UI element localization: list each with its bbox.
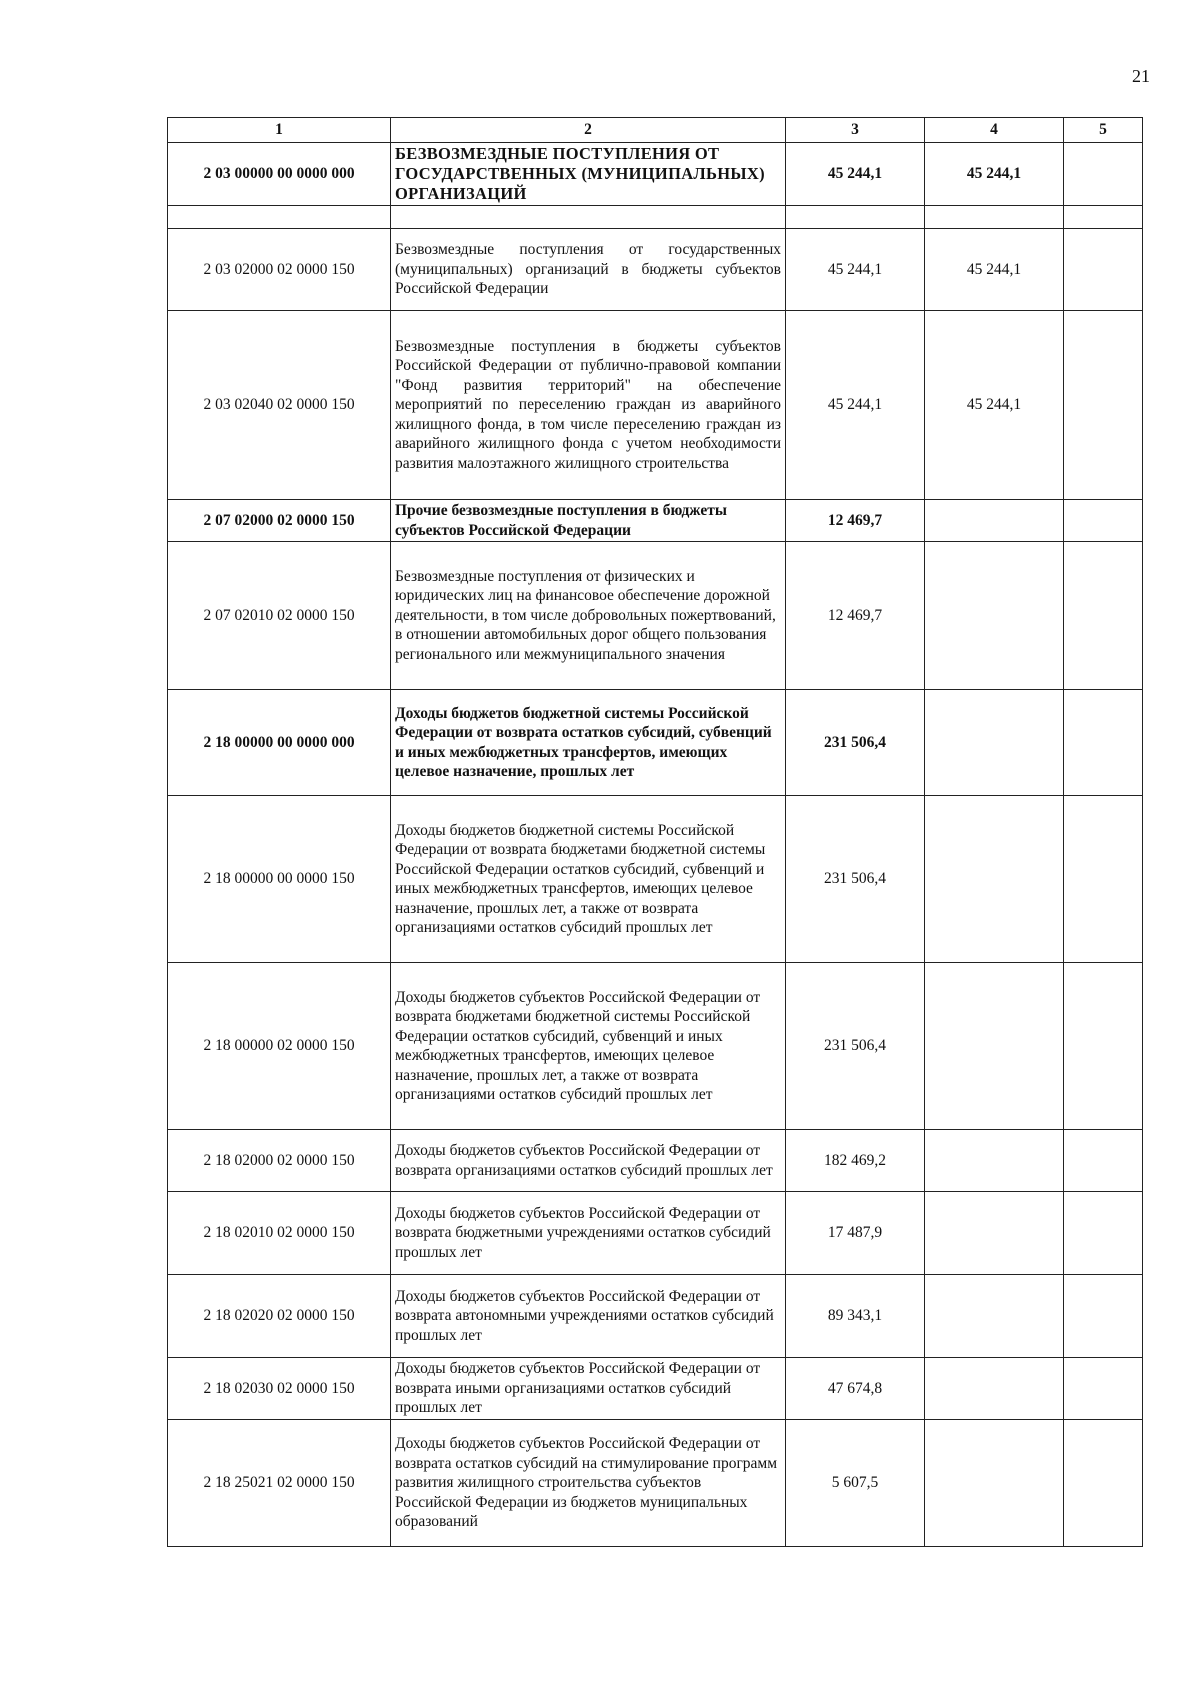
- header-col-5: 5: [1064, 118, 1143, 143]
- code-cell: [168, 206, 391, 229]
- name-cell: Доходы бюджетов субъектов Российской Федерации от возврата автономными учреждениями остатков субсидий прошлых лет: [391, 1275, 786, 1358]
- value-cell-col4: [925, 1420, 1064, 1547]
- value-cell-col4: [925, 963, 1064, 1130]
- code-cell: 2 18 00000 00 0000 000: [168, 690, 391, 796]
- name-cell: Безвозмездные поступления в бюджеты субъектов Российской Федерации от публично-правовой компании "Фонд развития территорий" на обеспечение мероприятий по переселению граждан из аварийного жилищного фонда, в том числе переселению граждан из аварийного жилищного фонда с учетом необходимости развития малоэтажного жилищного строительства: [391, 311, 786, 500]
- value-cell-col3: 231 506,4: [786, 963, 925, 1130]
- value-cell-col3: 12 469,7: [786, 500, 925, 542]
- header-col-1: 1: [168, 118, 391, 143]
- value-cell-col4: [925, 500, 1064, 542]
- value-cell-col4: 45 244,1: [925, 229, 1064, 311]
- value-cell-col3: 45 244,1: [786, 229, 925, 311]
- table-row: [168, 1192, 1143, 1275]
- value-cell-col5: [1064, 542, 1143, 690]
- code-cell: 2 18 02030 02 0000 150: [168, 1358, 391, 1420]
- name-cell: Доходы бюджетов бюджетной системы Российской Федерации от возврата остатков субсидий, субвенций и иных межбюджетных трансфертов, имеющих целевое назначение, прошлых лет: [391, 690, 786, 796]
- value-cell-col4: [925, 206, 1064, 229]
- name-cell: Доходы бюджетов субъектов Российской Федерации от возврата бюджетами бюджетной системы Российской Федерации остатков субсидий, субвенций и иных межбюджетных трансфертов, имеющих целевое назначение, прошлых лет, а также от возврата организациями остатков субсидий прошлых лет: [391, 963, 786, 1130]
- value-cell-col5: [1064, 229, 1143, 311]
- value-cell-col5: [1064, 143, 1143, 206]
- code-cell: 2 18 25021 02 0000 150: [168, 1420, 391, 1547]
- table-row: [168, 311, 1143, 500]
- value-cell-col3: 45 244,1: [786, 143, 925, 206]
- value-cell-col4: [925, 1275, 1064, 1358]
- header-col-2: 2: [391, 118, 786, 143]
- revenue-table: [167, 117, 1143, 1547]
- name-cell: Прочие безвозмездные поступления в бюджеты субъектов Российской Федерации: [391, 500, 786, 542]
- value-cell-col4: [925, 1192, 1064, 1275]
- code-cell: 2 18 02010 02 0000 150: [168, 1192, 391, 1275]
- value-cell-col5: [1064, 796, 1143, 963]
- table-row: [168, 229, 1143, 311]
- value-cell-col4: [925, 1358, 1064, 1420]
- code-cell: 2 18 02000 02 0000 150: [168, 1130, 391, 1192]
- value-cell-col3: [786, 206, 925, 229]
- code-cell: 2 03 02000 02 0000 150: [168, 229, 391, 311]
- table-row: [168, 796, 1143, 963]
- code-cell: 2 18 02020 02 0000 150: [168, 1275, 391, 1358]
- value-cell-col4: 45 244,1: [925, 143, 1064, 206]
- table-row: [168, 1420, 1143, 1547]
- value-cell-col3: 231 506,4: [786, 690, 925, 796]
- value-cell-col5: [1064, 963, 1143, 1130]
- name-cell: Доходы бюджетов субъектов Российской Федерации от возврата бюджетными учреждениями остатков субсидий прошлых лет: [391, 1192, 786, 1275]
- value-cell-col3: 45 244,1: [786, 311, 925, 500]
- name-cell: Доходы бюджетов субъектов Российской Федерации от возврата иными организациями остатков субсидий прошлых лет: [391, 1358, 786, 1420]
- value-cell-col5: [1064, 690, 1143, 796]
- value-cell-col5: [1064, 311, 1143, 500]
- value-cell-col3: 89 343,1: [786, 1275, 925, 1358]
- value-cell-col5: [1064, 1275, 1143, 1358]
- table-row: [168, 1275, 1143, 1358]
- header-col-4: 4: [925, 118, 1064, 143]
- code-cell: 2 03 02040 02 0000 150: [168, 311, 391, 500]
- table-row: [168, 690, 1143, 796]
- value-cell-col3: 47 674,8: [786, 1358, 925, 1420]
- table-header-row: [168, 118, 1143, 143]
- name-cell: Безвозмездные поступления от государственных (муниципальных) организаций в бюджеты субъектов Российской Федерации: [391, 229, 786, 311]
- name-cell: [391, 206, 786, 229]
- value-cell-col4: [925, 1130, 1064, 1192]
- value-cell-col4: [925, 690, 1064, 796]
- value-cell-col3: 182 469,2: [786, 1130, 925, 1192]
- value-cell-col3: 17 487,9: [786, 1192, 925, 1275]
- code-cell: 2 03 00000 00 0000 000: [168, 143, 391, 206]
- value-cell-col5: [1064, 500, 1143, 542]
- value-cell-col3: 12 469,7: [786, 542, 925, 690]
- value-cell-col5: [1064, 1358, 1143, 1420]
- value-cell-col3: 5 607,5: [786, 1420, 925, 1547]
- name-cell: БЕЗВОЗМЕЗДНЫЕ ПОСТУПЛЕНИЯ ОТ ГОСУДАРСТВЕННЫХ (МУНИЦИПАЛЬНЫХ) ОРГАНИЗАЦИЙ: [391, 143, 786, 206]
- name-cell: Доходы бюджетов субъектов Российской Федерации от возврата организациями остатков субсидий прошлых лет: [391, 1130, 786, 1192]
- header-col-3: 3: [786, 118, 925, 143]
- table-row: [168, 500, 1143, 542]
- code-cell: 2 07 02010 02 0000 150: [168, 542, 391, 690]
- value-cell-col5: [1064, 1130, 1143, 1192]
- value-cell-col4: 45 244,1: [925, 311, 1064, 500]
- table-row: [168, 542, 1143, 690]
- page-number: 21: [1132, 66, 1150, 86]
- value-cell-col4: [925, 796, 1064, 963]
- table-row: [168, 143, 1143, 206]
- code-cell: 2 18 00000 02 0000 150: [168, 963, 391, 1130]
- table-row: [168, 963, 1143, 1130]
- value-cell-col3: 231 506,4: [786, 796, 925, 963]
- name-cell: Доходы бюджетов бюджетной системы Российской Федерации от возврата бюджетами бюджетной системы Российской Федерации остатков субсидий, субвенций и иных межбюджетных трансфертов, имеющих целевое назначение, прошлых лет, а также от возврата организациями остатков субсидий прошлых лет: [391, 796, 786, 963]
- name-cell: Доходы бюджетов субъектов Российской Федерации от возврата остатков субсидий на стимулирование программ развития жилищного строительства субъектов Российской Федерации из бюджетов муниципальных образований: [391, 1420, 786, 1547]
- name-cell: Безвозмездные поступления от физических и юридических лиц на финансовое обеспечение дорожной деятельности, в том числе добровольных пожертвований, в отношении автомобильных дорог общего пользования регионального или межмуниципального значения: [391, 542, 786, 690]
- table-row: [168, 1130, 1143, 1192]
- code-cell: 2 18 00000 00 0000 150: [168, 796, 391, 963]
- value-cell-col5: [1064, 206, 1143, 229]
- value-cell-col4: [925, 542, 1064, 690]
- table-row: [168, 1358, 1143, 1420]
- table-row: [168, 206, 1143, 229]
- value-cell-col5: [1064, 1192, 1143, 1275]
- value-cell-col5: [1064, 1420, 1143, 1547]
- code-cell: 2 07 02000 02 0000 150: [168, 500, 391, 542]
